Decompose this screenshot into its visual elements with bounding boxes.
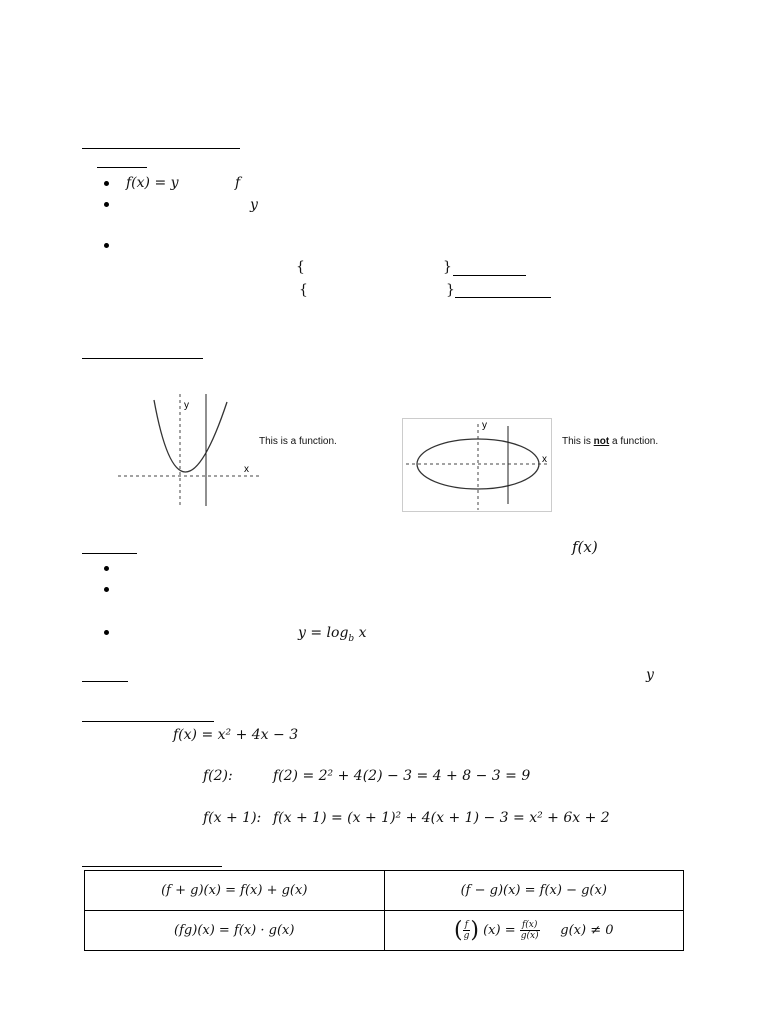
function-notation: f(x) = y (126, 175, 179, 191)
function-caption: This is a function. (259, 436, 337, 447)
bullet-point (104, 566, 109, 571)
bullet-point (104, 587, 109, 592)
sum-rule: (f + g)(x) = f(x) + g(x) (85, 871, 385, 911)
bullet-point (104, 202, 109, 207)
set-brace-open: { (296, 259, 305, 275)
function-notation-fx: f(x) (572, 538, 598, 556)
set-brace-close: } (446, 282, 455, 298)
evaluate-f2-work: f(2) = 2² + 4(2) − 3 = 4 + 8 − 3 = 9 (273, 768, 531, 784)
y-axis-label: y (184, 400, 189, 411)
subheading-underline-2 (82, 553, 137, 554)
subheading-underline-1 (97, 167, 147, 168)
blank-line (453, 275, 526, 276)
bullet-point (104, 630, 109, 635)
heading-underline-3 (82, 721, 214, 722)
ellipse-graph (402, 418, 552, 512)
quotient-rule: ( $\frac{f}{g}$ ) (x) = $\frac{f(x)}{g(x)}$ g(x) ≠ 0 (384, 911, 684, 951)
difference-rule: (f − g)(x) = f(x) − g(x) (384, 871, 684, 911)
table-row (85, 911, 684, 951)
evaluate-fx1-label: f(x + 1): (203, 810, 262, 826)
parabola-graph (110, 388, 272, 512)
graph-frame (403, 419, 552, 512)
table-row (85, 871, 684, 911)
y-axis-label: y (482, 420, 487, 431)
output-variable: y (250, 197, 258, 213)
logarithm-expression: $y = \log_b x$ (298, 625, 367, 644)
x-axis-label: x (244, 464, 249, 475)
heading-underline-1 (82, 148, 240, 149)
blank-line (455, 297, 551, 298)
product-rule: (fg)(x) = f(x) · g(x) (85, 911, 385, 951)
evaluate-fx1-work: f(x + 1) = (x + 1)² + 4(x + 1) − 3 = x² + 6x + 2 (273, 810, 610, 826)
function-variable: f (235, 175, 241, 191)
output-variable: y (646, 667, 654, 683)
x-axis-label: x (542, 454, 547, 465)
subheading-underline-3 (82, 681, 128, 682)
function-operations-table (84, 870, 684, 951)
set-brace-open: { (299, 282, 308, 298)
evaluate-f2-label: f(2): (203, 768, 233, 784)
parabola-curve (154, 400, 227, 472)
example-function: f(x) = x² + 4x − 3 (173, 727, 299, 743)
bullet-point (104, 243, 109, 248)
not-function-caption: This is not a function. (562, 436, 659, 447)
heading-underline-4 (82, 866, 222, 867)
set-brace-close: } (443, 259, 452, 275)
bullet-point (104, 181, 109, 186)
heading-underline-2 (82, 358, 203, 359)
